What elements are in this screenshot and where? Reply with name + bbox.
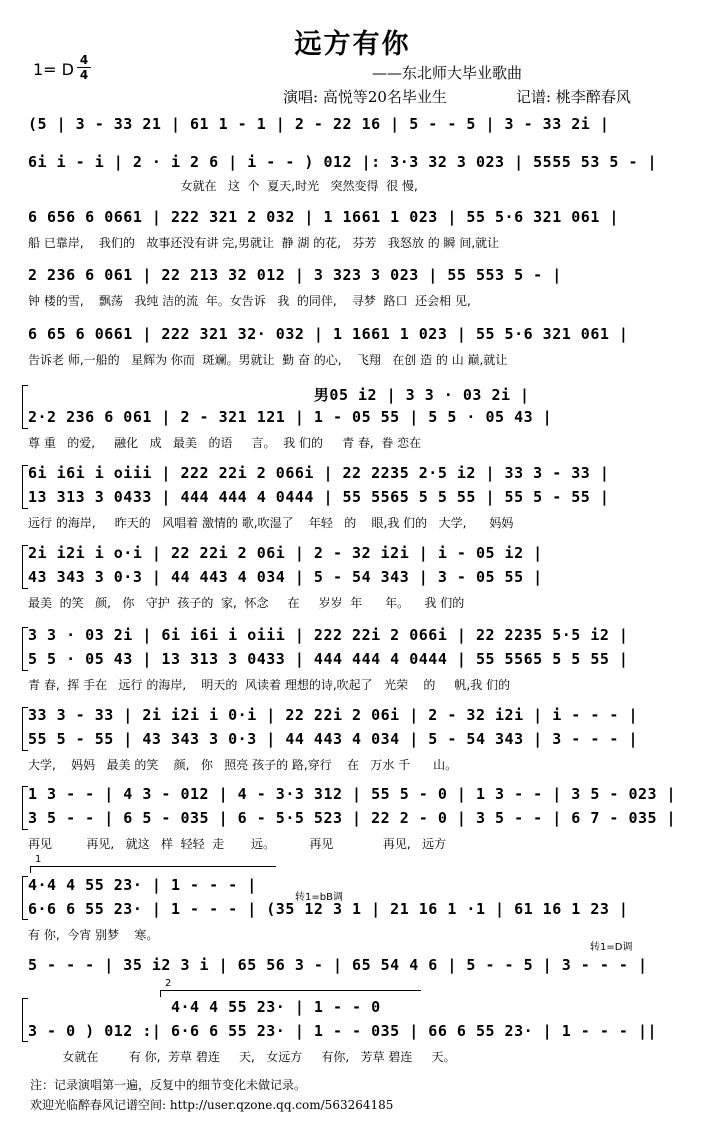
notation-lower: 55 5 - 55 | 43 343 3 0·3 | 44 443 4 034 | 5 - 54 343 | 3 - - - | [28, 730, 638, 748]
score-row-7 [0, 464, 705, 530]
notation-line: 6 65 6 0661 | 222 321 32· 032 | 1 1661 1 023 | 55 5·6 321 061 | [28, 325, 629, 343]
lyrics-line: 青 春, 挥 手在 远行 的海岸, 明天的 风读着 理想的诗,吹起了 光荣 的 帆,我 们的 [28, 678, 511, 692]
lyrics-line: 大学, 妈妈 最美 的笑 颜, 你 照亮 孩子的 路,穿行 在 万水 千 山。 [28, 758, 458, 772]
notation-line: (5 | 3 - 33 21 | 61 1 - 1 | 2 - 22 16 | 5 - - 5 | 3 - 33 2i | [28, 115, 610, 133]
score-row-10 [0, 706, 705, 772]
notator-credit: 记谱: 桃李醉春风 [516, 88, 631, 106]
meter-bottom: 4 [79, 68, 89, 82]
notation-upper: 男05 i2 | 3 3 · 03 2i | [28, 386, 530, 404]
notation-lower: 3 - 0 ) 012 :| 6·6 6 55 23· | 1 - - 035 | 66 6 55 23· | 1 - - - || [28, 1022, 658, 1040]
notation-upper: 3 3 · 03 2i | 6i i6i i oiii | 222 22i 2 066i | 22 2235 5·5 i2 | [28, 626, 629, 644]
score-row-11 [0, 785, 705, 851]
singer-credit: 演唱: 高悦等20名毕业生 [283, 88, 447, 106]
footnote: 注：记录演唱第一遍，反复中的细节变化未做记录。 [30, 1078, 307, 1092]
notation-upper: 4·4 4 55 23· | 1 - - 0 [28, 998, 381, 1016]
lyrics-line: 尊 重 的爱, 融化 成 最美 的语 言。 我 们的 青 春, 眷 恋在 [28, 436, 422, 450]
score-row-9 [0, 626, 705, 692]
notation-lower: 3 5 - - | 6 5 - 035 | 6 - 5·5 523 | 22 2 - 0 | 3 5 - - | 6 7 - 035 | [28, 809, 677, 827]
modulation-note: 转1=bB调 [295, 892, 343, 903]
lyrics-line: 远行 的海岸, 昨天的 风唱着 激情的 歌,吹湿了 年轻 的 眼,我 们的 大学, 妈妈 [28, 516, 514, 530]
meter-top: 4 [79, 53, 89, 67]
lyrics-line: 船 已靠岸, 我们的 故事还没有讲 完,男就让 静 湖 的花, 芬芳 我怒放 的 瞬 间,就让 [28, 236, 500, 250]
notation-lower: 2·2 236 6 061 | 2 - 321 121 | 1 - 05 55 | 5 5 · 05 43 | [28, 408, 553, 426]
score-row-4 [0, 266, 705, 326]
welcome-line: 欢迎光临醉春风记谱空间: http://user.qzone.qq.com/563264185 [30, 1098, 394, 1112]
lyrics-line: 有 你, 今宵 别梦 寒。 [28, 928, 159, 942]
lyrics-line: 最美 的笑 颜, 你 守护 孩子的 家, 怀念 在 岁岁 年 年。 我 们的 [28, 596, 465, 610]
volta-1 [30, 854, 276, 873]
notation-upper: 33 3 - 33 | 2i i2i i 0·i | 22 22i 2 06i | 2 - 32 i2i | i - - - | [28, 706, 638, 724]
volta-2 [160, 978, 421, 997]
lyrics-line: 钟 楼的雪, 飘荡 我纯 洁的流 年。女告诉 我 的同伴, 寻梦 路口 还会相 见, [28, 294, 471, 308]
lyrics-line: 再见 再见, 就这 样 轻轻 走 远。 再见 再见, 远方 [28, 837, 447, 851]
volta-2-label: 2 [165, 978, 172, 989]
score-row-5 [0, 325, 705, 385]
key-signature: 1= D [33, 60, 74, 79]
notation-upper: 1 3 - - | 4 3 - 012 | 4 - 3·3 312 | 55 5 - 0 | 1 3 - - | 3 5 - 023 | [28, 785, 677, 803]
notation-lower: 43 343 3 0·3 | 44 443 4 034 | 5 - 54 343 | 3 - 05 55 | [28, 568, 543, 586]
notation-lower: 6·6 6 55 23· | 1 - - - | (35 12 3 1 | 21 16 1 ·1 | 61 16 1 23 | [28, 900, 629, 918]
song-subtitle: ——东北师大毕业歌曲 [372, 64, 523, 82]
lyrics-line: 告诉老 师,一船的 星辉为 你而 斑斓。男就让 勤 奋 的心, 飞翔 在创 造 的 山 巅,就让 [28, 353, 508, 367]
credits [283, 86, 631, 107]
notation-line: 6 656 6 0661 | 222 321 2 032 | 1 1661 1 023 | 55 5·6 321 061 | [28, 208, 619, 226]
volta-1-label: 1 [35, 854, 42, 865]
notation-lower: 5 5 · 05 43 | 13 313 3 0433 | 444 444 4 0444 | 55 5565 5 5 55 | [28, 650, 629, 668]
lyrics-line: 女就在 这 个 夏天,时光 突然变得 很 慢, [28, 179, 418, 193]
score-row-2 [0, 153, 705, 213]
score-row-8 [0, 544, 705, 610]
score-row-14 [0, 998, 705, 1064]
notation-line: 5 - - - | 35 i2 3 i | 65 56 3 - | 65 54 4 6 | 5 - - 5 | 3 - - - | [28, 956, 648, 974]
score-row-6 [0, 384, 705, 450]
notation-upper: 6i i6i i oiii | 222 22i 2 066i | 22 2235 2·5 i2 | 33 3 - 33 | [28, 464, 610, 482]
song-title: 远方有你 [294, 29, 411, 60]
notation-line: 2 236 6 061 | 22 213 32 012 | 3 323 3 023 | 55 553 5 - | [28, 266, 562, 284]
score-row-12 [0, 876, 705, 942]
lyrics-line: 女就在 有 你, 芳草 碧连 天, 女远方 有你, 芳草 碧连 天。 [28, 1050, 456, 1064]
notation-upper: 2i i2i i o·i | 22 22i 2 06i | 2 - 32 i2i | i - 05 i2 | [28, 544, 543, 562]
notation-line: 6i i - i | 2 · i 2 6 | i - - ) 012 |: 3·3 32 3 023 | 5555 53 5 - | [28, 153, 658, 171]
notation-lower: 13 313 3 0433 | 444 444 4 0444 | 55 5565 5 5 55 | 55 5 - 55 | [28, 488, 610, 506]
time-signature [77, 54, 91, 81]
modulation-note: 转1=D调 [590, 942, 633, 953]
score-row-3 [0, 208, 705, 268]
notation-upper: 4·4 4 55 23· | 1 - - - | [28, 876, 257, 894]
